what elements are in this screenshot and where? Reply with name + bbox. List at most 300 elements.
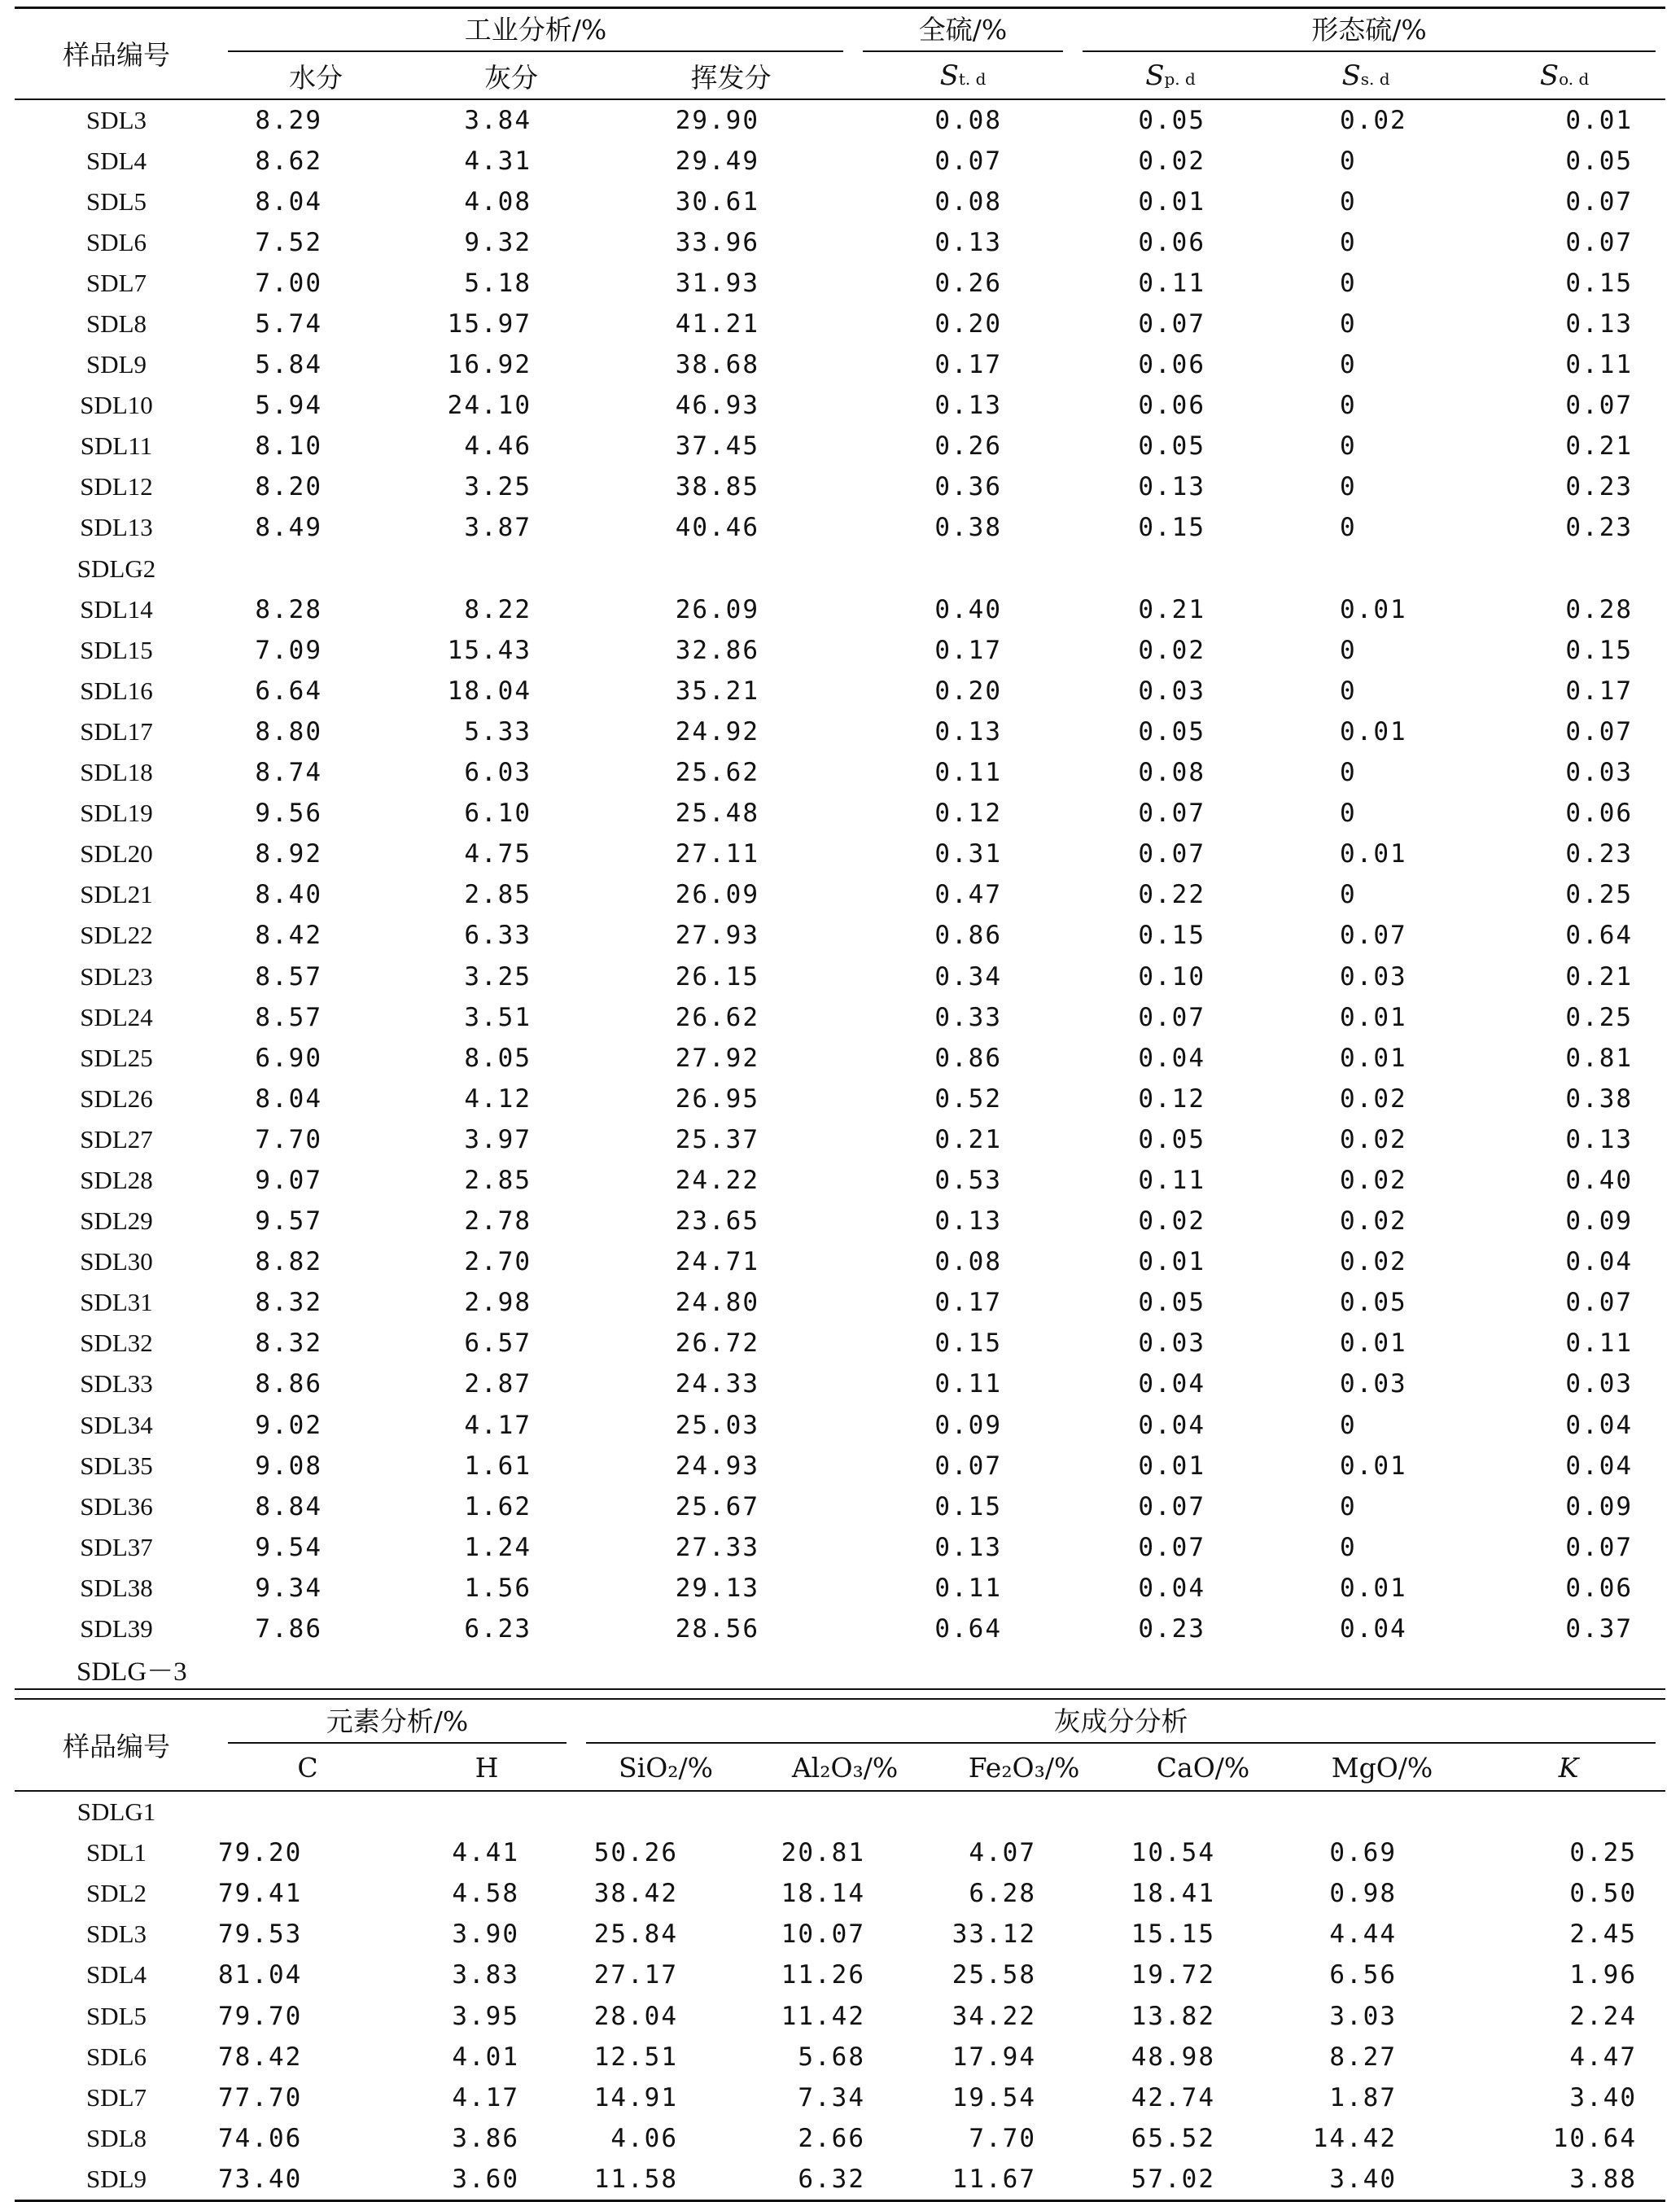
cell-al2o3: 6.32 [798,2164,866,2194]
cell-volatile: 25.62 [675,758,760,788]
cell-volatile: 24.33 [675,1369,760,1399]
table-row [15,1405,1665,1446]
cell-al2o3: 18.14 [781,1879,866,1909]
header-fe2o3: Fe₂O₃/% [968,1752,1080,1784]
table-row [15,141,1665,182]
cell-c: 77.70 [218,2082,303,2112]
cell-s-od: 0.28 [1565,594,1634,624]
cell-water: 9.56 [255,799,322,829]
cell-water: 7.09 [255,635,322,665]
cell-s-pd: 0.05 [1138,105,1206,135]
cell-s-pd: 0.07 [1138,1002,1206,1032]
cell-fe2o3: 11.67 [952,2164,1037,2194]
cell-cao: 65.52 [1131,2123,1216,2153]
cell-s-td: 0.17 [934,350,1003,380]
table-row [15,752,1665,793]
cell-sample-id: SDL34 [80,1410,153,1439]
cell-mgo: 8.27 [1329,2042,1398,2072]
cell-s-sd: 0 [1340,799,1357,829]
cell-fe2o3: 25.58 [952,1960,1037,1990]
cell-c [218,1791,397,1832]
cell-ash: 8.22 [464,594,532,624]
cell-water: 8.80 [255,716,322,746]
table-row [15,671,1665,711]
cell-k: 4.47 [1569,2042,1638,2072]
cell-ash: 1.24 [464,1532,532,1562]
table-row [15,1873,1665,1914]
cell-s-od: 0.07 [1565,186,1634,217]
cell-s-od: 0.11 [1565,350,1634,380]
cell-sample-id: SDL1 [85,1838,147,1867]
header-form-sulfur-label: 形态硫/% [1083,10,1656,52]
table-row [15,1119,1665,1160]
cell-s-pd: 0.05 [1138,431,1206,462]
cell-s-td: 0.11 [934,758,1003,788]
cell-ash: 3.25 [464,961,532,992]
cell-s-od: 0.07 [1565,1288,1634,1318]
cell-ash: 15.43 [447,635,532,665]
cell-water: 9.57 [255,1206,322,1237]
cell-s-sd: 0 [1340,758,1357,788]
cell-volatile: 29.13 [675,1573,760,1603]
cell-al2o3: 7.34 [798,2082,866,2112]
cell-s-pd: 0.07 [1138,1491,1206,1521]
cell-ash: 2.85 [464,880,532,910]
cell-s-td: 0.33 [934,1002,1003,1032]
cell-sample-id: SDL4 [85,1960,147,1990]
cell-s-td: 0.07 [934,1451,1003,1481]
cell-volatile: 26.15 [675,961,760,992]
cell-mgo: 0.98 [1329,1879,1398,1909]
cell-water: 8.62 [255,146,322,176]
table-row [15,426,1665,466]
cell-ash: 1.56 [464,1573,532,1603]
cell-sample-id: SDL5 [85,186,147,216]
cell-ash: 3.87 [464,513,532,543]
table-row [15,182,1665,222]
cell-volatile: 25.67 [675,1491,760,1521]
cell-ash: 3.97 [464,1124,532,1154]
cell-s-td: 0.26 [934,431,1003,462]
cell-ash: 2.70 [464,1247,532,1277]
table-row [15,1791,1665,1832]
cell-sio2: 38.42 [593,1879,679,1909]
cell-k: 2.24 [1569,2001,1638,2031]
header-h: H [475,1752,499,1784]
cell-ash: 2.78 [464,1206,532,1237]
cell-ash: 6.33 [464,921,532,951]
cell-s-td: 0.13 [934,716,1003,746]
cell-ash: 3.84 [464,105,532,135]
cell-s-td: 0.31 [934,839,1003,869]
table-row [15,1609,1665,1649]
cell-ash: 8.05 [464,1043,532,1073]
footer-sample-group: SDLG－3 [77,1657,187,1687]
cell-water: 9.08 [255,1451,322,1481]
table-row [15,2037,1665,2077]
cell-sample-id: SDL15 [80,635,153,664]
cell-s-td: 0.11 [934,1573,1003,1603]
cell-fe2o3: 34.22 [952,2001,1037,2031]
cell-sample-id: SDL16 [80,676,153,705]
cell-sample-id: SDLG2 [77,554,156,583]
cell-water: 6.64 [255,676,322,706]
cell-s-sd: 0.01 [1340,1329,1407,1359]
cell-s-sd: 0 [1340,350,1357,380]
cell-sample-id: SDL7 [85,268,147,297]
cell-volatile: 24.71 [675,1247,760,1277]
cell-h: 4.58 [452,1879,520,1909]
cell-sample-id: SDL25 [80,1043,153,1072]
table-row [15,874,1665,915]
cell-s-sd: 0 [1340,227,1357,257]
cell-sample-id: SDL33 [80,1369,153,1399]
cell-k: 10.64 [1552,2123,1638,2153]
cell-sample-id: SDL19 [80,799,153,828]
cell-s-pd: 0.11 [1138,268,1206,298]
cell-s-pd: 0.01 [1138,1247,1206,1277]
cell-s-td: 0.07 [934,146,1003,176]
cell-c: 74.06 [218,2123,303,2153]
cell-sample-id: SDL36 [80,1491,153,1521]
cell-volatile: 32.86 [675,635,760,665]
cell-mgo: 14.42 [1312,2123,1398,2153]
header-ash-comp-label: 灰成分分析 [586,1701,1656,1744]
cell-h: 3.95 [452,2001,520,2031]
cell-volatile: 23.65 [675,1206,760,1237]
cell-s-td: 0.40 [934,594,1003,624]
cell-s-pd: 0.07 [1138,309,1206,339]
table-row [15,1568,1665,1609]
cell-s-sd: 0.02 [1340,1247,1407,1277]
cell-fe2o3 [934,1791,1113,1832]
header-s-td: St. d [939,59,987,92]
cell-s-sd: 0 [1340,186,1357,217]
header-total-sulfur-label: 全硫/% [863,10,1063,52]
cell-s-od: 0.11 [1565,1329,1634,1359]
cell-fe2o3: 17.94 [952,2042,1037,2072]
cell-water: 8.84 [255,1491,322,1521]
cell-sample-id: SDL23 [80,961,153,991]
cell-sio2: 25.84 [593,1920,679,1950]
cell-s-od: 0.04 [1565,1410,1634,1440]
cell-ash: 1.62 [464,1491,532,1521]
header-s-od: So. d [1539,59,1590,92]
cell-s-od: 0.06 [1565,1573,1634,1603]
cell-h: 4.41 [452,1838,520,1868]
cell-s-sd: 0.07 [1340,921,1407,951]
cell-cao: 57.02 [1131,2164,1216,2194]
table-row [15,466,1665,507]
cell-sample-id: SDL3 [85,105,147,134]
document [15,7,1665,2202]
cell-s-td: 0.20 [934,309,1003,339]
cell-s-td: 0.08 [934,1247,1003,1277]
cell-s-od: 0.64 [1565,921,1634,951]
cell-mgo: 0.69 [1329,1838,1398,1868]
cell-sample-id: SDL10 [80,391,153,420]
cell-s-sd: 0 [1340,268,1357,298]
cell-sio2: 28.04 [593,2001,679,2031]
cell-h: 3.86 [452,2123,520,2153]
cell-h: 4.17 [452,2082,520,2112]
cell-sample-id: SDL30 [80,1247,153,1276]
cell-al2o3: 5.68 [798,2042,866,2072]
header-cao: CaO/% [1156,1752,1250,1784]
cell-s-td [853,549,1073,589]
cell-s-sd: 0.02 [1340,1124,1407,1154]
cell-sample-id: SDL11 [80,431,153,461]
cell-ash: 2.87 [464,1369,532,1399]
table-row [15,1282,1665,1323]
cell-mgo: 3.03 [1329,2001,1398,2031]
cell-s-td: 0.53 [934,1165,1003,1195]
cell-sample-id: SDL24 [80,1002,153,1031]
cell-ash: 4.08 [464,186,532,217]
cell-s-od: 0.07 [1565,716,1634,746]
cell-al2o3: 20.81 [781,1838,866,1868]
cell-sio2: 4.06 [610,2123,679,2153]
cell-water: 5.84 [255,350,322,380]
cell-sample-id: SDL26 [80,1083,153,1113]
cell-s-sd: 0 [1340,1491,1357,1521]
cell-sample-id: SDL22 [80,921,153,950]
cell-water: 7.52 [255,227,322,257]
cell-s-od: 0.09 [1565,1491,1634,1521]
header-mgo: MgO/% [1331,1752,1433,1784]
cell-sio2: 50.26 [593,1838,679,1868]
header-c: C [297,1752,318,1784]
cell-s-sd: 0.01 [1340,1002,1407,1032]
cell-s-pd: 0.01 [1138,186,1206,217]
cell-s-td: 0.15 [934,1491,1003,1521]
cell-water: 7.00 [255,268,322,298]
cell-s-td: 0.13 [934,227,1003,257]
table-row [15,344,1665,385]
cell-ash: 6.10 [464,799,532,829]
cell-sample-id: SDL37 [80,1532,153,1561]
table1-header-row-1 [15,8,1665,54]
cell-volatile: 24.22 [675,1165,760,1195]
cell-s-sd: 0 [1340,676,1357,706]
cell-s-sd: 0.05 [1340,1288,1407,1318]
cell-mgo: 3.40 [1329,2164,1398,2194]
cell-s-sd: 0 [1340,1410,1357,1440]
cell-volatile: 24.92 [675,716,760,746]
cell-ash: 4.17 [464,1410,532,1440]
table-row [15,2159,1665,2200]
double-rule [15,1688,1665,1700]
cell-fe2o3: 6.28 [969,1879,1037,1909]
cell-ash: 3.25 [464,472,532,502]
cell-volatile: 25.48 [675,799,760,829]
table-row [15,956,1665,996]
cell-ash: 18.04 [447,676,532,706]
cell-s-td: 0.15 [934,1329,1003,1359]
cell-c: 79.20 [218,1838,303,1868]
table-row [15,793,1665,834]
cell-sample-id: SDL14 [80,594,153,624]
cell-s-od: 0.21 [1565,431,1634,462]
cell-sample-id: SDL9 [85,350,147,379]
cell-s-od: 0.04 [1565,1247,1634,1277]
cell-volatile: 24.80 [675,1288,760,1318]
cell-s-pd: 0.10 [1138,961,1206,992]
table-row [15,2118,1665,2159]
cell-s-od: 0.05 [1565,146,1634,176]
cell-volatile: 27.93 [675,921,760,951]
cell-volatile: 46.93 [675,391,760,421]
table-row [15,997,1665,1038]
cell-water: 7.86 [255,1614,322,1644]
cell-water: 8.82 [255,1247,322,1277]
cell-fe2o3: 7.70 [969,2123,1037,2153]
table-row [15,1079,1665,1119]
cell-sample-id: SDL29 [80,1206,153,1236]
table-row [15,1160,1665,1201]
cell-sio2: 27.17 [593,1960,679,1990]
cell-s-sd: 0.03 [1340,961,1407,992]
cell-al2o3: 11.26 [781,1960,866,1990]
cell-k: 1.96 [1569,1960,1638,1990]
table-row [15,304,1665,344]
cell-s-td: 0.36 [934,472,1003,502]
cell-ash: 2.98 [464,1288,532,1318]
header-proximate-group [218,8,853,54]
cell-s-pd: 0.06 [1138,391,1206,421]
cell-sample-id: SDL39 [80,1614,153,1644]
cell-c: 81.04 [218,1960,303,1990]
cell-h: 4.01 [452,2042,520,2072]
cell-h [397,1791,576,1832]
cell-water: 7.70 [255,1124,322,1154]
header2-sample-id: 样品编号 [63,1731,170,1763]
cell-ash: 6.57 [464,1329,532,1359]
cell-water: 8.74 [255,758,322,788]
table-row [15,915,1665,956]
cell-s-sd: 0.01 [1340,839,1407,869]
cell-volatile: 37.45 [675,431,760,462]
cell-water: 8.40 [255,880,322,910]
table2-body [15,1791,1665,2200]
table-row [15,589,1665,630]
cell-s-pd: 0.05 [1138,1124,1206,1154]
cell-s-sd: 0.02 [1340,1083,1407,1114]
cell-s-sd: 0.02 [1340,1165,1407,1195]
cell-s-pd: 0.12 [1138,1083,1206,1114]
cell-s-td: 0.26 [934,268,1003,298]
cell-s-sd: 0.02 [1340,105,1407,135]
cell-s-pd: 0.01 [1138,1451,1206,1481]
cell-ash: 6.03 [464,758,532,788]
cell-sample-id: SDL7 [85,2082,147,2112]
table-row [15,1996,1665,2037]
cell-s-td: 0.20 [934,676,1003,706]
cell-volatile: 31.93 [675,268,760,298]
cell-water: 8.20 [255,472,322,502]
cell-s-od: 0.17 [1565,676,1634,706]
table-row [15,263,1665,304]
cell-volatile: 25.37 [675,1124,760,1154]
table-row [15,385,1665,426]
cell-s-od: 0.40 [1565,1165,1634,1195]
cell-ash: 9.32 [464,227,532,257]
cell-water: 9.34 [255,1573,322,1603]
cell-volatile: 30.61 [675,186,760,217]
header-water: 水分 [289,61,343,94]
cell-water: 8.49 [255,513,322,543]
cell-k: 3.40 [1569,2082,1638,2112]
cell-sample-id: SDL12 [80,472,153,501]
cell-volatile: 27.11 [675,839,760,869]
cell-s-td: 0.34 [934,961,1003,992]
cell-water: 8.32 [255,1288,322,1318]
cell-s-pd: 0.07 [1138,1532,1206,1562]
cell-sample-id: SDL35 [80,1451,153,1480]
cell-s-td: 0.47 [934,880,1003,910]
cell-water: 6.90 [255,1043,322,1073]
cell-cao: 13.82 [1131,2001,1216,2031]
cell-sample-id: SDL2 [85,1879,147,1908]
cell-s-pd: 0.03 [1138,676,1206,706]
cell-s-sd: 0 [1340,635,1357,665]
cell-ash: 1.61 [464,1451,532,1481]
cell-volatile: 41.21 [675,309,760,339]
header-volatile: 挥发分 [690,61,772,94]
cell-ash: 5.18 [464,268,532,298]
cell-s-od: 0.21 [1565,961,1634,992]
cell-sample-id: SDL13 [80,513,153,542]
cell-s-pd: 0.04 [1138,1573,1206,1603]
cell-s-od: 0.03 [1565,1369,1634,1399]
cell-sio2: 14.91 [593,2082,679,2112]
cell-volatile: 40.46 [675,513,760,543]
cell-water: 5.74 [255,309,322,339]
composition-table [15,1700,1665,2200]
cell-water: 5.94 [255,391,322,421]
table-row [15,630,1665,671]
cell-volatile: 35.21 [675,676,760,706]
cell-water: 8.04 [255,1083,322,1114]
cell-c: 78.42 [218,2042,303,2072]
cell-sio2: 11.58 [593,2164,679,2194]
table-row [15,1038,1665,1079]
cell-s-sd: 0.01 [1340,1573,1407,1603]
cell-sample-id: SDL4 [85,146,147,175]
cell-s-od: 0.07 [1565,227,1634,257]
table1-header-row-2 [15,54,1665,99]
cell-s-od: 0.81 [1565,1043,1634,1073]
cell-s-od: 0.15 [1565,635,1634,665]
table1-footer-row [15,1649,1665,1688]
cell-ash: 4.12 [464,1083,532,1114]
cell-ash: 3.51 [464,1002,532,1032]
cell-s-pd [1073,549,1268,589]
cell-s-td: 0.13 [934,1206,1003,1237]
cell-volatile: 28.56 [675,1614,760,1644]
cell-cao: 10.54 [1131,1838,1216,1868]
cell-cao: 15.15 [1131,1920,1216,1950]
cell-ash: 15.97 [447,309,532,339]
cell-sample-id: SDL8 [85,2123,147,2152]
cell-h: 3.90 [452,1920,520,1950]
cell-sample-id: SDL6 [85,227,147,256]
cell-s-pd: 0.04 [1138,1369,1206,1399]
cell-s-od: 0.23 [1565,839,1634,869]
cell-s-od: 0.09 [1565,1206,1634,1237]
cell-volatile: 29.49 [675,146,760,176]
cell-s-pd: 0.02 [1138,1206,1206,1237]
